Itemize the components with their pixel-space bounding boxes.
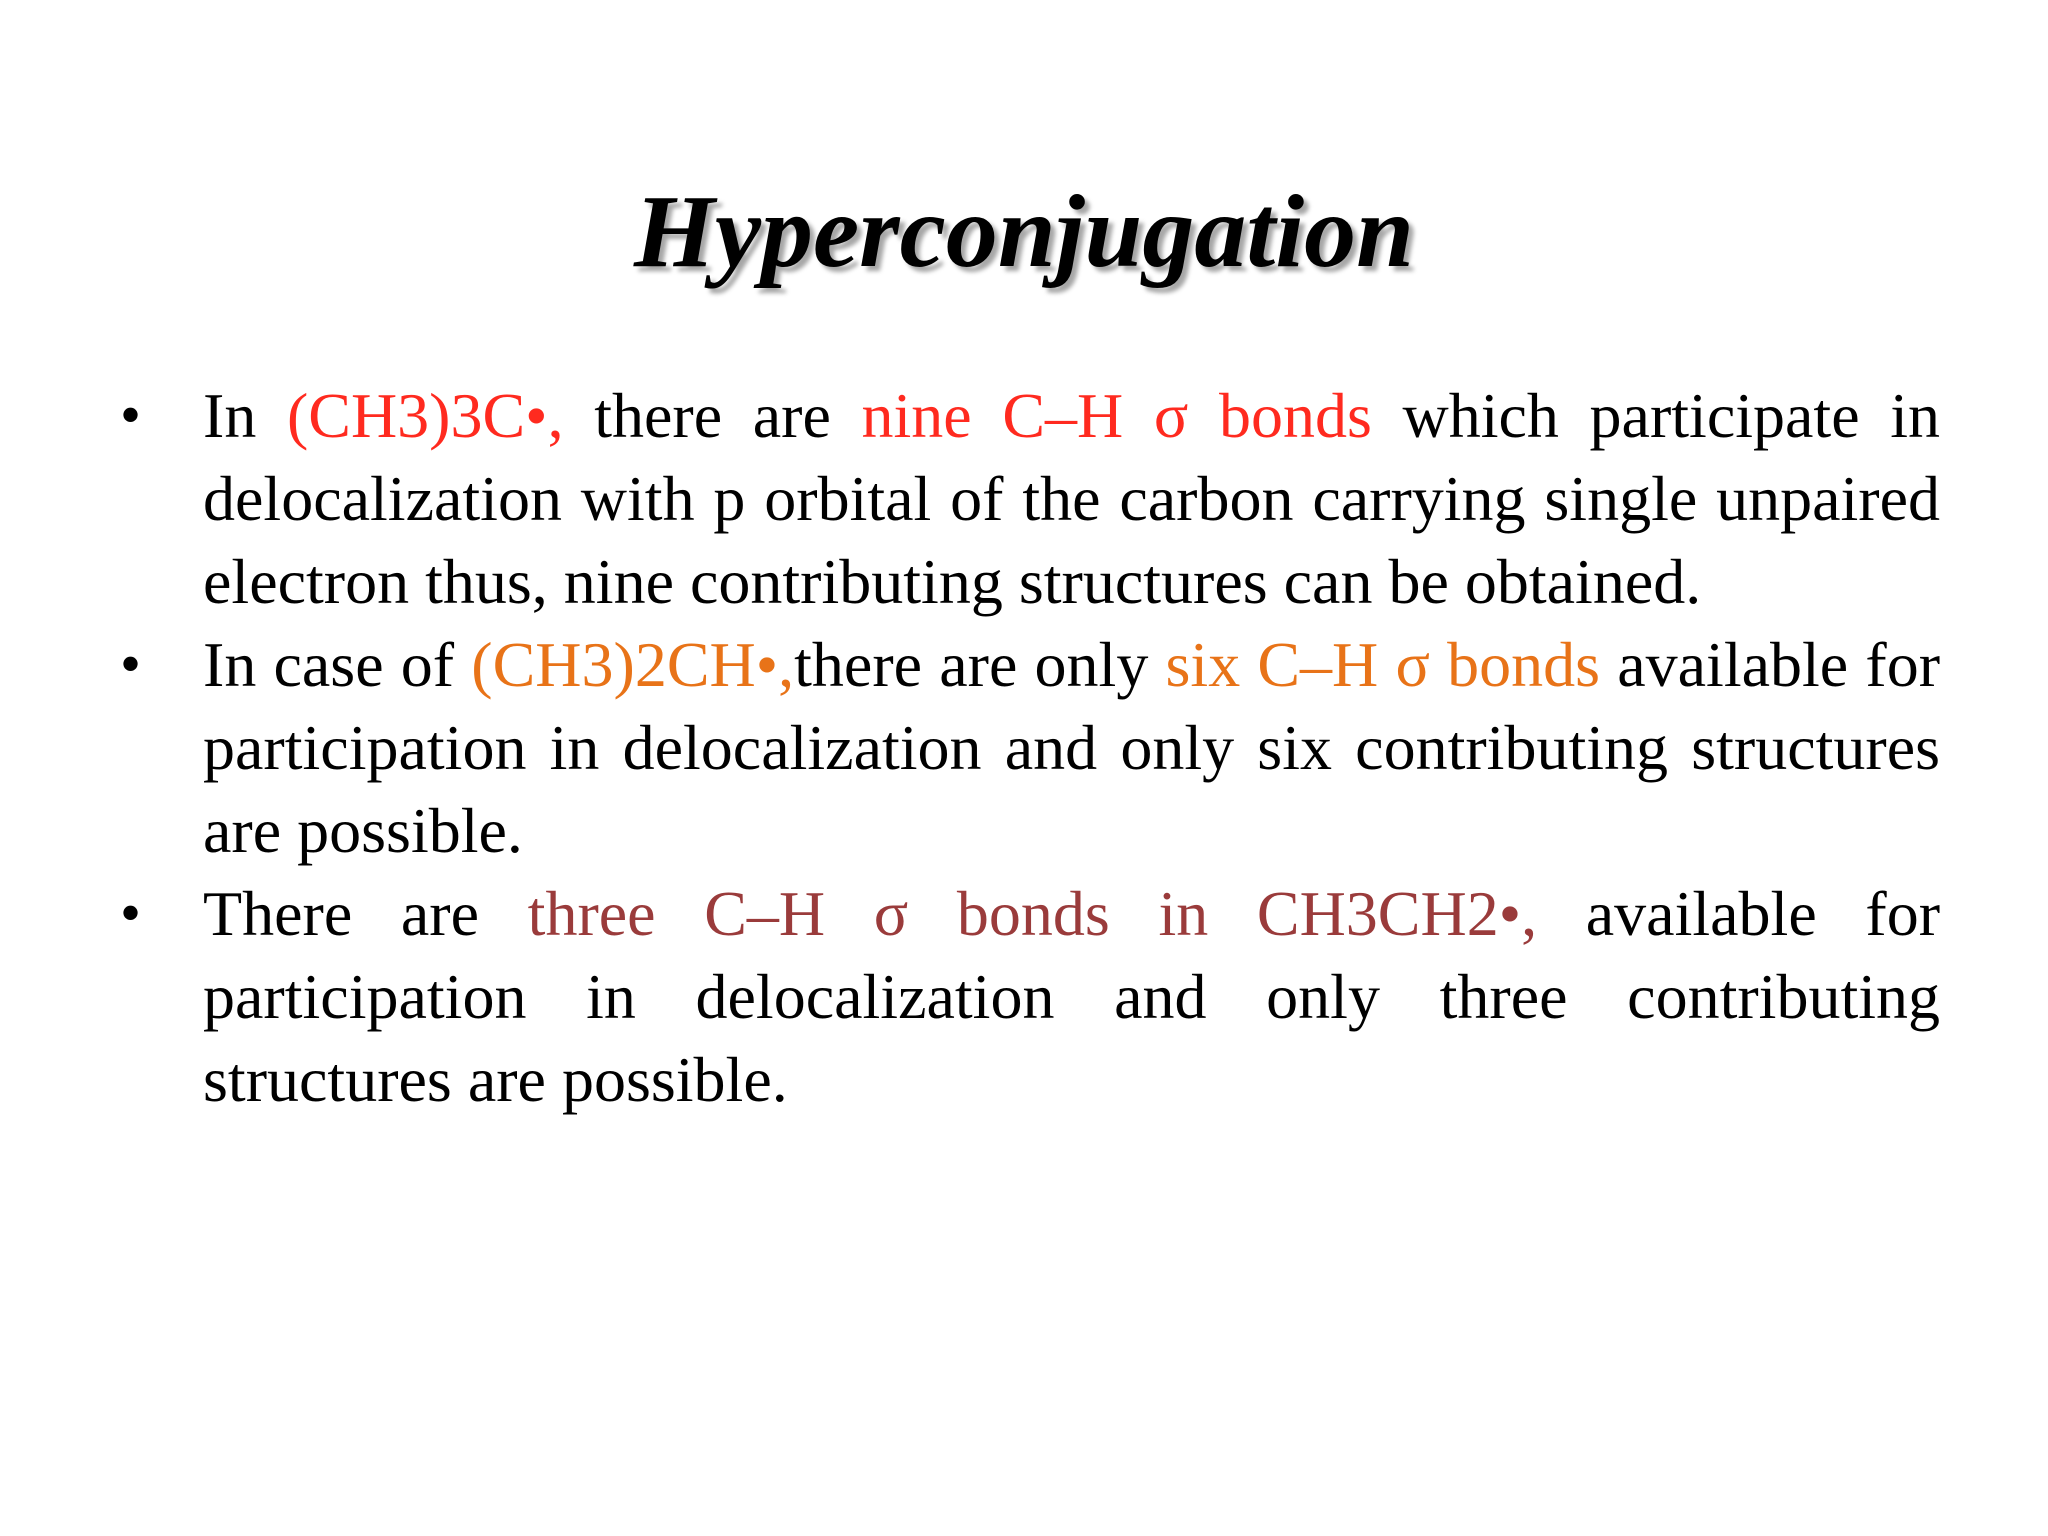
bullet-text-segment: there are: [563, 380, 862, 451]
bond-count-highlight: three C–H σ bonds in CH3CH2•,: [527, 878, 1538, 949]
bond-count-highlight: six C–H σ bonds: [1165, 629, 1601, 700]
bullet-item-1: [120, 374, 1940, 623]
bullet-text-segment: available for participation in delocalization and only six contributing structures are possible.: [203, 629, 1941, 866]
bullet-text-segment: In: [203, 380, 287, 451]
bullet-text-segment: which participate in delocalization with p orbital of the carbon carrying single unpaired electron thus, nine contributing structures can be obtained.: [203, 380, 1941, 617]
radical-formula: (CH3)2CH•,: [471, 629, 795, 700]
bullet-item-3: [120, 872, 1940, 1121]
bullet-text-segment: there are only: [794, 629, 1166, 700]
bullet-text-segment: In case of: [203, 629, 472, 700]
bullet-text-segment: available for participation in delocalization and only three contributing structures are possible.: [203, 878, 1941, 1115]
radical-formula: (CH3)3C•,: [286, 380, 564, 451]
slide-title: Hyperconjugation: [633, 174, 1415, 289]
bullet-point-icon: •: [120, 382, 142, 448]
bullet-point-icon: •: [120, 631, 142, 697]
bullet-text-segment: There are: [203, 878, 528, 949]
bond-count-highlight: nine C–H σ bonds: [861, 380, 1372, 451]
bullet-item-2: [120, 623, 1940, 872]
bullet-list: [120, 374, 1940, 1121]
bullet-point-icon: •: [120, 880, 142, 946]
